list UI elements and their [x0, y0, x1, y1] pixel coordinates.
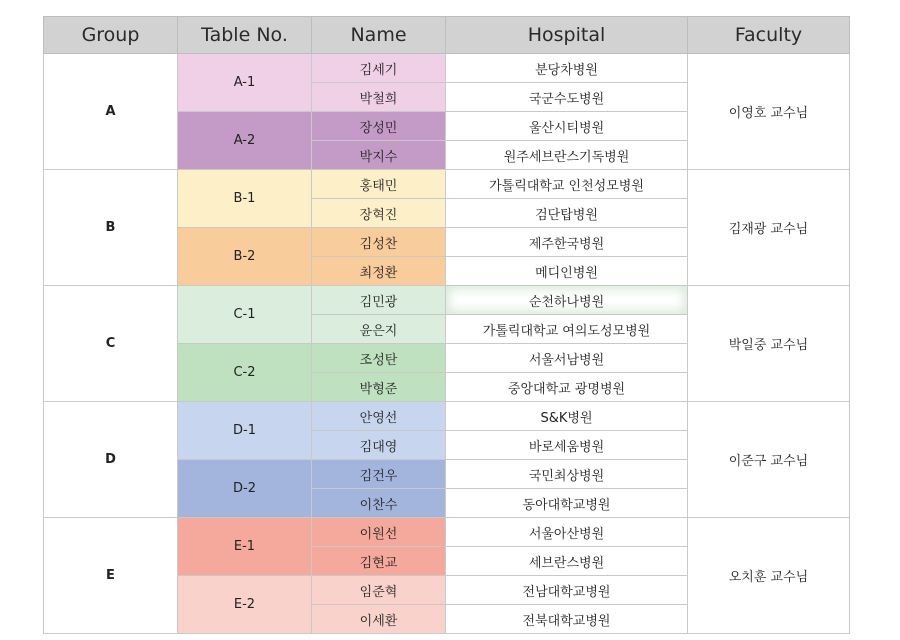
- table-number: B-2: [178, 228, 312, 286]
- member-hospital: 국민최상병원: [446, 460, 688, 489]
- faculty-name: 이영호 교수님: [688, 54, 850, 170]
- group-label: A: [44, 54, 178, 170]
- member-hospital: 가톨릭대학교 여의도성모병원: [446, 315, 688, 344]
- member-hospital: 메디인병원: [446, 257, 688, 286]
- member-hospital: 서울아산병원: [446, 518, 688, 547]
- table-number: D-2: [178, 460, 312, 518]
- member-hospital: 전북대학교병원: [446, 605, 688, 634]
- table-row: [44, 286, 850, 315]
- member-name: 김현교: [312, 547, 446, 576]
- faculty-name: 김재광 교수님: [688, 170, 850, 286]
- member-name: 김성찬: [312, 228, 446, 257]
- member-hospital: 중앙대학교 광명병원: [446, 373, 688, 402]
- member-name: 임준혁: [312, 576, 446, 605]
- member-hospital: 가톨릭대학교 인천성모병원: [446, 170, 688, 199]
- header-hospital: Hospital: [446, 17, 688, 54]
- table-row: [44, 54, 850, 83]
- member-name: 최정환: [312, 257, 446, 286]
- table-row: [44, 518, 850, 547]
- faculty-name: 이준구 교수님: [688, 402, 850, 518]
- member-name: 김대영: [312, 431, 446, 460]
- table-number: B-1: [178, 170, 312, 228]
- table-number: E-1: [178, 518, 312, 576]
- faculty-name: 박일중 교수님: [688, 286, 850, 402]
- member-name: 안영선: [312, 402, 446, 431]
- member-name: 김건우: [312, 460, 446, 489]
- member-name: 박철희: [312, 83, 446, 112]
- table-number: C-2: [178, 344, 312, 402]
- header-faculty: Faculty: [688, 17, 850, 54]
- member-hospital: 국군수도병원: [446, 83, 688, 112]
- faculty-name: 오치훈 교수님: [688, 518, 850, 634]
- member-hospital: 분당차병원: [446, 54, 688, 83]
- member-hospital: 울산시티병원: [446, 112, 688, 141]
- table-number: D-1: [178, 402, 312, 460]
- member-name: 박지수: [312, 141, 446, 170]
- header-name: Name: [312, 17, 446, 54]
- table-number: A-2: [178, 112, 312, 170]
- group-label: D: [44, 402, 178, 518]
- member-name: 박형준: [312, 373, 446, 402]
- member-name: 장성민: [312, 112, 446, 141]
- member-hospital: 검단탑병원: [446, 199, 688, 228]
- member-name: 김세기: [312, 54, 446, 83]
- table-number: A-1: [178, 54, 312, 112]
- group-assignment-table: [43, 16, 850, 634]
- member-name: 홍태민: [312, 170, 446, 199]
- header-group: Group: [44, 17, 178, 54]
- group-label: B: [44, 170, 178, 286]
- member-hospital: 서울서남병원: [446, 344, 688, 373]
- table-number: E-2: [178, 576, 312, 634]
- member-name: 이찬수: [312, 489, 446, 518]
- member-name: 조성탄: [312, 344, 446, 373]
- table-row: [44, 170, 850, 199]
- member-hospital: 동아대학교병원: [446, 489, 688, 518]
- member-hospital: 원주세브란스기독병원: [446, 141, 688, 170]
- roster-body: [44, 54, 850, 634]
- member-name: 이원선: [312, 518, 446, 547]
- group-label: C: [44, 286, 178, 402]
- member-name: 윤은지: [312, 315, 446, 344]
- member-name: 장혁진: [312, 199, 446, 228]
- member-name: 김민광: [312, 286, 446, 315]
- group-label: E: [44, 518, 178, 634]
- member-hospital: 순천하나병원: [446, 286, 688, 315]
- member-hospital: 제주한국병원: [446, 228, 688, 257]
- member-name: 이세환: [312, 605, 446, 634]
- member-hospital: 바로세움병원: [446, 431, 688, 460]
- member-hospital: 세브란스병원: [446, 547, 688, 576]
- member-hospital: S&K병원: [446, 402, 688, 431]
- header-table-no: Table No.: [178, 17, 312, 54]
- table-row: [44, 402, 850, 431]
- table-number: C-1: [178, 286, 312, 344]
- member-hospital: 전남대학교병원: [446, 576, 688, 605]
- header-row: [44, 17, 850, 54]
